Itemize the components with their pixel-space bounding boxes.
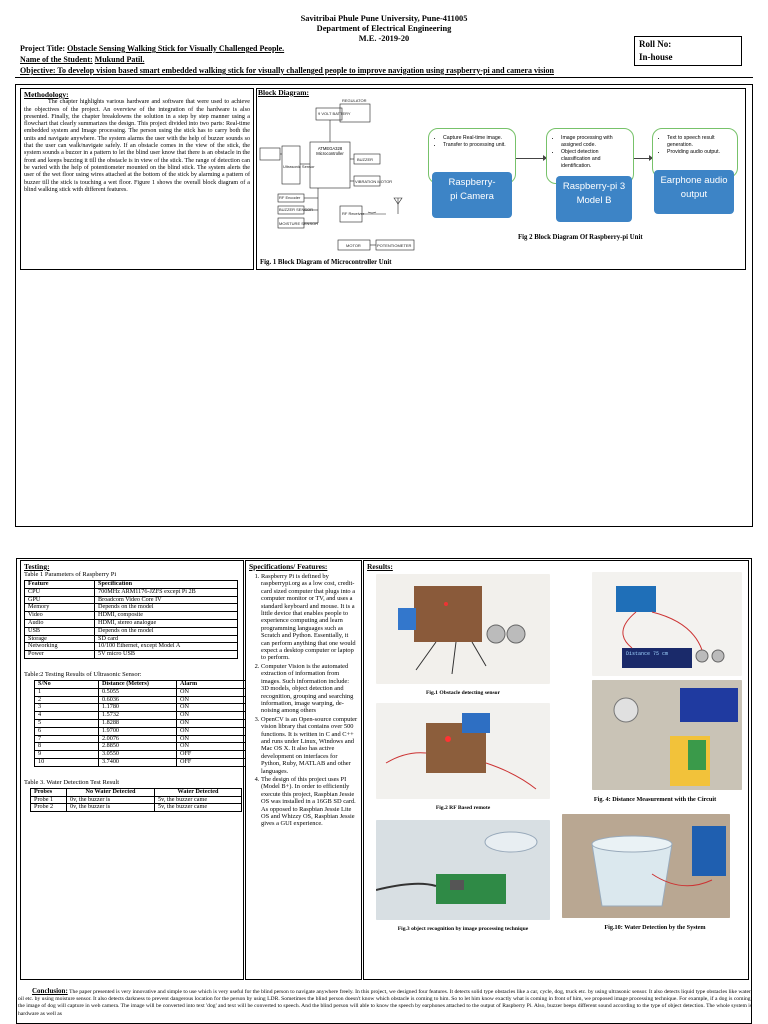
table-row (35, 712, 246, 720)
table-cell: 3 (35, 704, 99, 712)
result-caption-5: Fig.10: Water Detection by the System (604, 924, 706, 931)
table-cell: ON (177, 712, 246, 720)
table-cell: 10 (35, 758, 99, 766)
table-cell: HDMI, composite (95, 612, 238, 620)
table3-caption: Table 3. Water Detection Test Result (24, 778, 120, 786)
conclusion-text: The paper presented is very innovative and simple to use which is very useful for the blind person to navigate anywhere freely. In this project, we designed four features. It detects solid type obstacles like a car, cycle, dog, truck etc. by using ultrasonic sensor. It also detects liquid type obstacles like water, oil etc. by using moisture sensor. It also detects darkness to prevent dangerous location for the person by using LDR. Sometimes the blind person doesn't know which obstacle is coming to him. So to let him know exactly what is coming in front of him, we proposed image processing technique. For example, if a dog is coming, the image of dog will capture in web camera. The image will be converted into text 'dog' and text will be converted to speech. And the blind person will able to know the speech by earphones attached to the output of Raspberry Pi. Also, buzzer beeps different sound according to the type of object detection. The whole system is hardware as well as (18, 989, 752, 1017)
table-cell: HDMI, stereo analogue (95, 619, 238, 627)
table-cell: 5v, the buzzer came (155, 804, 242, 812)
table-row (25, 627, 238, 635)
table-cell: 2.0076 (99, 735, 177, 743)
table-cell: GPU (25, 596, 95, 604)
student-line: Name of the Student: Mukund Patil. (20, 55, 145, 64)
table-cell: Memory (25, 604, 95, 612)
table1-caption: Table 1 Parameters of Raspberry Pi (24, 571, 117, 578)
obstacle-sensor-photo (376, 574, 550, 684)
object-recognition-photo (376, 820, 550, 920)
table-cell: 9 (35, 751, 99, 759)
table-row (31, 804, 242, 812)
results-title: Results: (367, 562, 393, 571)
methodology-text: The chapter highlights various hardware and software that were used to achieve the objectives of the project. An overview of the integration of the hardware is also presented. Finally, the chapter breakdowns the solution in a step by step manner using a flowchart that clearly summarizes the design. This project divided into two parts: Real-time embedded system and Image processing. The person using the stick has to carry both the units and navigate anywhere. The system alarms the user with the help of buzzer sounds so that the user can walk/navigate safely. If an obstacle comes in the view of the stick, the system sounds a buzzer in a pattern to let the blind user know that there is an obstacle in the front and keeps buzzing it till the obstacle is in view of the stick. The range of detection can be varied with the help of potentiometer mounted on the blind stick. The system alerts the user of the wet floor using wires attached at the bottom of the stick by alarming a pattern of buzzer till the stick is touching a wet floor. Figure 1 shows the overall block diagram of a blind walking stick with different features. (24, 99, 250, 193)
table-cell: Networking (25, 643, 95, 651)
table-cell: ON (177, 735, 246, 743)
camera-unit-box (432, 172, 512, 218)
result-caption-4: Fig. 4: Distance Measurement with the Circuit (593, 796, 717, 803)
circuit-board (414, 586, 482, 642)
result-caption-1: Fig.1 Obstacle detecting sensor (426, 690, 500, 696)
moisture-label: MOISTURE SENSOR (279, 221, 319, 226)
table-cell: 3.7400 (99, 758, 177, 766)
table-cell: Broadcom Video Core IV (95, 596, 238, 604)
testing-panel (20, 560, 244, 980)
camera-unit-notes: • Capture Real-time image. • Transfer to processing unit. (428, 128, 516, 184)
roll-label: Roll No: (639, 39, 672, 49)
project-title: Obstacle Sensing Walking Stick for Visually Challenged People. (67, 44, 285, 53)
table-cell: OFF (177, 751, 246, 759)
table-cell: ON (177, 688, 246, 696)
table-cell: 10/100 Ethernet, except Model A (95, 643, 238, 651)
table-row (35, 719, 246, 727)
spec-item: 1. Raspberry Pi is defined by raspberrypi.org as a low cost, credit-card sized computer that plugs into a computer monitor or TV, and uses a standard keyboard and mouse. It is a little device that enables people to experience computing and learn programming languages such as Scratch and Python. Essentially, it can perform anything that one would expect a desktop computer or laptop to perform. (261, 573, 358, 662)
table-cell: 700MHz ARM1176-JZFS except Pi 2B (95, 588, 238, 596)
table-cell: 5V micro USB (95, 651, 238, 659)
rf-remote-photo (376, 703, 550, 799)
spec-item: 3. OpenCV is an Open-source computer vision library that contains over 500 functions. It is written in C and C++ and runs under Linux, Windows and Mac OS X. It also has active development on interfaces for Python, Ruby, MATLAB and other languages. (261, 716, 358, 775)
conclusion-label: Conclusion: (32, 987, 68, 995)
header-rule (15, 77, 753, 78)
table-cell: 1.8288 (99, 719, 177, 727)
table-cell: 4 (35, 712, 99, 720)
table-cell: 1 (35, 688, 99, 696)
table-row (35, 735, 246, 743)
audio-unit-notes: • Text to speech result generation. • Providing audio output. (652, 128, 738, 178)
table-row (35, 727, 246, 735)
table-cell: Video (25, 612, 95, 620)
table-cell: 1.5732 (99, 712, 177, 720)
table-row (35, 743, 246, 751)
table-cell: 5v, the buzzer came (155, 796, 242, 804)
table-cell: Storage (25, 635, 95, 643)
table-cell: 0.6036 (99, 696, 177, 704)
table-cell: 5 (35, 719, 99, 727)
table-cell: 7 (35, 735, 99, 743)
distance-circuit-photo (592, 572, 742, 676)
table-cell: Depends on the model (95, 627, 238, 635)
table-cell: Depends on the model (95, 604, 238, 612)
table-row (31, 796, 242, 804)
department-name: Department of Electrical Engineering (316, 24, 452, 33)
objective-text: : To develop vision based smart embedded walking stick for visually challenged people to improve navigation using raspberry-pi and camera vision (52, 66, 554, 75)
objective-line: Objective: To develop vision based smart embedded walking stick for visually challenged people to improve navigation using raspberry-pi and camera vision (20, 66, 554, 75)
table-row (35, 758, 246, 766)
distance-test-photo (592, 680, 742, 790)
table-cell: 0v, the buzzer is (67, 804, 155, 812)
water-detection-table: Probes No Water Detected Water Detected Probe 1 0v, the buzzer is 5v, the buzzer came Probe 2 0v, the buzzer is 5v, the buzzer came (30, 788, 242, 812)
ultrasonic-results-table: S/No Distance (Meters) Alarm 1 0.5055 ON 2 0.6036 ON 3 1.1780 ON 4 1.5732 ON 5 1.8288 ON 6 1.9700 ON 7 2.0076 ON 8 2.8850 ON 9 3.0550 OFF 10 3.7400 OFF (34, 680, 246, 767)
fig1-caption: Fig. 1 Block Diagram of Microcontroller Unit (260, 259, 392, 266)
table-cell: ON (177, 743, 246, 751)
table-row (35, 704, 246, 712)
table2-caption: Table:2 Testing Results of Ultrasonic Sensor: (24, 670, 142, 678)
roll-number-box (634, 36, 742, 66)
methodology-title: Methodology: (24, 90, 69, 99)
table-cell: ON (177, 696, 246, 704)
table-cell: 0.5055 (99, 688, 177, 696)
roll-value: In-house (639, 52, 673, 62)
potentiometer-label: POTENTIOMETER (377, 243, 412, 248)
table-cell: 0v, the buzzer is (67, 796, 155, 804)
audio-unit-box (654, 170, 734, 214)
audio-unit-label: Earphone audio output (660, 175, 728, 200)
specifications-panel (245, 560, 362, 980)
pi-unit-notes: • Image processing with assigned code. • Object detection classification and identification. (546, 128, 634, 184)
spec-item: 2. Computer Vision is the automated extraction of information from images. Such information include: 3D models, object detection and recognition, grouping and searching information, image warping, de-noising among others (261, 663, 358, 715)
raspberry-pi-params-table: Feature Specification CPU 700MHz ARM1176-JZFS except Pi 2B GPU Broadcom Video Core IV Memory Depends on the model Video HDMI, composite Audio HDMI, stereo analogue USB Depends on the model Storage SD card Networking 10/100 Ethernet, except Model A Power 5V micro USB (24, 580, 238, 659)
battery-label: 9 VOLT BATTERY (318, 111, 351, 116)
result-caption-3: Fig.3 object recognition by image processing technique (397, 926, 529, 932)
table-cell: ON (177, 719, 246, 727)
input-block (260, 148, 280, 160)
table-cell: 2 (35, 696, 99, 704)
table-cell: Power (25, 651, 95, 659)
regulator-label: REGULATOR (342, 98, 367, 103)
specs-title: Specifications/ Features: (249, 562, 328, 571)
pi-unit-label: Raspberry-pi 3 Model B (562, 181, 626, 206)
water-detection-photo (562, 814, 730, 918)
camera-unit-label: Raspberry-pi Camera (448, 177, 496, 202)
project-title-line: Project Title: Obstacle Sensing Walking Stick for Visually Challenged People. (20, 44, 285, 53)
table-cell: 6 (35, 727, 99, 735)
pi-unit-box (556, 176, 632, 222)
result-caption-2: Fig.2 RF Based remote (435, 805, 491, 811)
table-cell: ON (177, 727, 246, 735)
table-cell: 2.8850 (99, 743, 177, 751)
buzzer-sensor-label: BUZZER SENSOR (279, 207, 314, 212)
table-cell: Audio (25, 619, 95, 627)
table-cell: 1.1780 (99, 704, 177, 712)
table-cell: OFF (177, 758, 246, 766)
lcd-readout: Distance 75 cm (626, 651, 669, 657)
student-name: Mukund Patil. (94, 55, 145, 64)
methodology-panel (20, 88, 254, 270)
testing-title: Testing: (24, 562, 50, 571)
table-row (25, 588, 238, 596)
table-cell: SD card (95, 635, 238, 643)
mcu-label: ATMEGA328 Microcontroller (316, 146, 344, 156)
table-row (25, 651, 238, 659)
table-cell: CPU (25, 588, 95, 596)
ultrasonic-label: Ultrasonic Sensor (283, 164, 315, 169)
table-cell: Probe 1 (31, 796, 67, 804)
battery (398, 608, 416, 630)
table-cell: USB (25, 627, 95, 635)
academic-year: M.E. -2019-20 (358, 34, 410, 43)
spec-item: 4. The design of this project uses PI (Model B+). In order to efficiently execute this project, Raspbian Jessie OS was installed in a 16GB SD card. As opposed to Raspbian Jessie Lite OS and Whizzy OS, Raspbian Jessie gives a GUI experience. (261, 776, 358, 828)
table-cell: 8 (35, 743, 99, 751)
table-cell: Probe 2 (31, 804, 67, 812)
table-row (35, 696, 246, 704)
table-cell: 1.9700 (99, 727, 177, 735)
conclusion-section (18, 988, 752, 1018)
block-diagram-title: Block Diagram: (258, 88, 310, 97)
vibration-label: VIBRATION MOTOR (355, 179, 393, 184)
table-cell: 3.0550 (99, 751, 177, 759)
table-row (35, 688, 246, 696)
rf-receiver-label: RF Receiver (342, 211, 365, 216)
fig2-caption: Fig 2 Block Diagram Of Raspberry-pi Unit (518, 234, 643, 241)
arrow-1 (516, 158, 546, 159)
microcontroller-diagram (258, 98, 418, 256)
university-name: Savitribai Phule Pune University, Pune-411005 (300, 14, 468, 23)
table-row (35, 751, 246, 759)
specs-list (249, 573, 358, 828)
motor-label: MOTOR (346, 243, 361, 248)
table-cell: ON (177, 704, 246, 712)
encoder-label: RF Encoder (279, 195, 301, 200)
buzzer-label: BUZZER (357, 157, 373, 162)
